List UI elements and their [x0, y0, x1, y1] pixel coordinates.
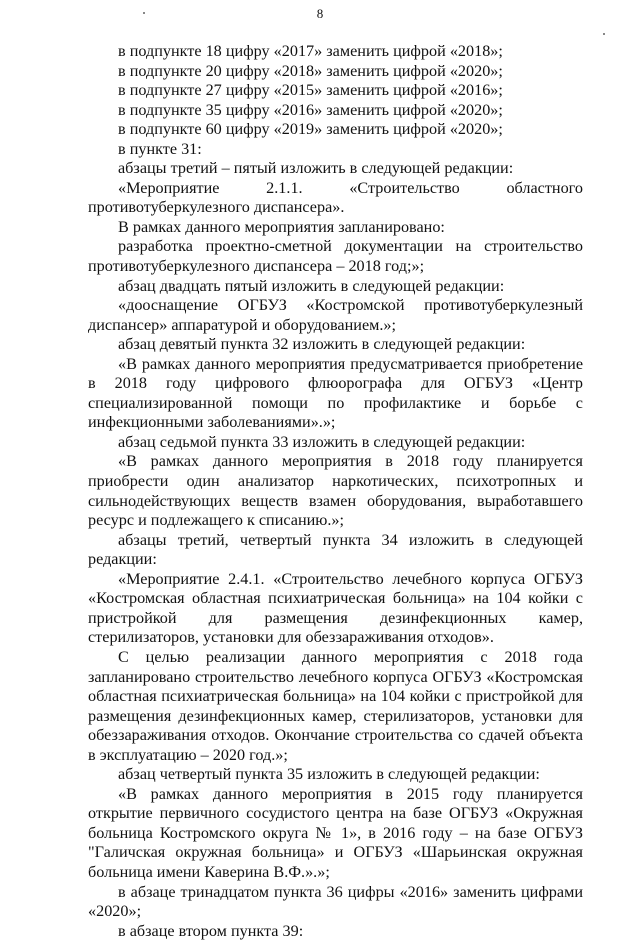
paragraph: «В рамках данного мероприятия в 2018 году планируется приобрести один анализатор наркотических, психотропных и сильнодействующих веществ взамен оборудования, выработавшего ресурс и подлежащего к списанию.»;: [88, 452, 583, 530]
paragraph: в подпункте 18 цифру «2017» заменить цифрой «2018»;: [118, 42, 503, 60]
paragraph: С целью реализации данного мероприятия с 2018 года запланировано строительство лечебного корпуса ОГБУЗ «Костромская областная психиатрическая больница» на 104 койки с пристройкой для размещения дезинфекционных камер, стерилизаторов, установки для обеззараживания отходов. Окончание строительства со сдачей объекта в эксплуатацию – 2020 год.»;: [88, 647, 583, 764]
paragraph: абзацы третий – пятый изложить в следующей редакции:: [118, 159, 514, 178]
page-number: 8: [316, 6, 324, 21]
paragraph: в абзаце втором пункта 39:: [118, 921, 304, 940]
document-body: [88, 42, 583, 941]
paragraph: в абзаце тринадцатом пункта 36 цифры «2016» заменить цифрами «2020»;: [88, 882, 583, 921]
paragraph: в подпункте 60 цифру «2019» заменить цифрой «2020»;: [118, 120, 503, 139]
paragraph: абзац двадцать пятый изложить в следующей редакции:: [118, 276, 505, 295]
paragraph: в подпункте 35 цифру «2016» заменить цифрой «2020»;: [118, 100, 503, 119]
paragraph: «Мероприятие 2.4.1. «Строительство лечебного корпуса ОГБУЗ «Костромская областная психиатрическая больница» на 104 койки с пристройкой для размещения дезинфекционных камер, стерилизаторов, установки для обеззараживания отходов».: [88, 569, 583, 647]
scan-speck: [143, 12, 145, 14]
paragraph: в подпункте 27 цифру «2015» заменить цифрой «2016»;: [118, 81, 503, 100]
paragraph: абзац четвертый пункта 35 изложить в следующей редакции:: [118, 765, 540, 784]
scan-speck: [603, 33, 605, 35]
paragraph: в подпункте 20 цифру «2018» заменить цифрой «2020»;: [118, 61, 503, 80]
paragraph: в пункте 31:: [118, 139, 202, 158]
paragraph: «В рамках данного мероприятия в 2015 году планируется открытие первичного сосудистого центра на базе ОГБУЗ «Окружная больница Костромского округа № 1», в 2016 году – на базе ОГБУЗ "Галичская окружная больница» и ОГБУЗ «Шарьинская окружная больница имени Каверина В.Ф.».»;: [88, 784, 583, 881]
paragraph: «Мероприятие 2.1.1. «Строительство областного противотуберкулезного диспансера».: [88, 178, 583, 217]
paragraph: «В рамках данного мероприятия предусматривается приобретение в 2018 году цифрового флюорографа для ОГБУЗ «Центр специализированной помощи по профилактике и борьбе с инфекционными заболеваниями».»;: [88, 354, 583, 432]
paragraph: абзац седьмой пункта 33 изложить в следующей редакции:: [118, 432, 526, 451]
paragraph: разработка проектно-сметной документации на строительство противотуберкулезного диспансера – 2018 год;»;: [88, 237, 583, 276]
paragraph: В рамках данного мероприятия запланировано:: [118, 217, 445, 236]
paragraph: абзацы третий, четвертый пункта 34 изложить в следующей редакции:: [88, 530, 583, 569]
paragraph: «дооснащение ОГБУЗ «Костромской противотуберкулезный диспансер» аппаратурой и оборудованием.»;: [88, 296, 583, 334]
paragraph: абзац девятый пункта 32 изложить в следующей редакции:: [118, 335, 526, 354]
